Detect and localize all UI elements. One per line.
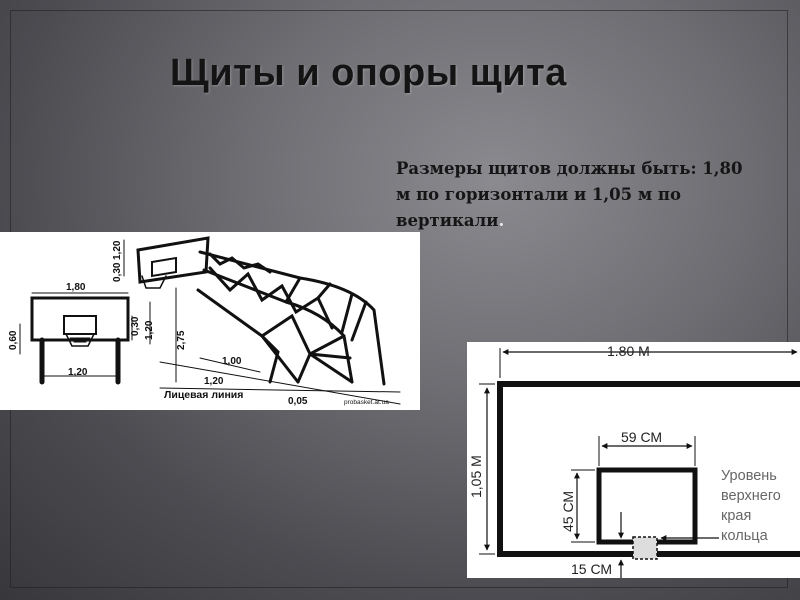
backboard-support-drawing bbox=[0, 232, 420, 410]
body-line-3: вертикали. bbox=[396, 211, 505, 230]
dim-1-00: 1,00 bbox=[222, 356, 242, 367]
annotation-line-1: Уровень bbox=[721, 468, 777, 484]
inner-width-label: 59 СМ bbox=[621, 429, 663, 445]
dim-2-75: 2,75 bbox=[176, 330, 187, 350]
slide-body-text bbox=[372, 156, 762, 234]
dim-0-60: 0,60 bbox=[8, 330, 19, 350]
dim-1-80: 1,80 bbox=[66, 282, 86, 293]
annotation-line-3: края bbox=[721, 508, 752, 524]
dim-0-30-top: 0,30 bbox=[112, 262, 123, 282]
annotation-line-2: верхнего bbox=[721, 488, 781, 504]
dim-1-20-top: 1,20 bbox=[112, 240, 123, 260]
dim-1-20-floor: 1,20 bbox=[204, 376, 224, 387]
front-line-caption: Лицевая линия bbox=[164, 389, 244, 401]
body-line-2: м по горизонтали и 1,05 м по bbox=[396, 185, 682, 204]
width-label: 1.80 М bbox=[607, 343, 650, 359]
dim-1-20-mid: 1,20 bbox=[144, 320, 155, 340]
hoop-marker bbox=[633, 537, 657, 559]
front-target-square bbox=[64, 316, 96, 334]
backboard-dimensions-diagram bbox=[467, 342, 800, 578]
bottom-offset-label: 15 СМ bbox=[571, 561, 613, 577]
dim-0-30-left: 0,30 bbox=[130, 316, 141, 336]
inner-height-label: 45 СМ bbox=[560, 490, 576, 532]
body-line-1: Размеры щитов должны быть: 1,80 bbox=[396, 159, 743, 178]
backboard-support-svg bbox=[0, 232, 420, 410]
slide-title: Щиты и опоры щита bbox=[170, 52, 567, 94]
dim-1-20-bottom: 1,20 bbox=[68, 367, 88, 378]
watermark-text: probasket.at.ua bbox=[344, 399, 389, 406]
height-label: 1,05 М bbox=[468, 455, 484, 498]
backboard-dimensions-svg bbox=[467, 342, 800, 578]
target-rectangle bbox=[599, 470, 695, 542]
annotation-line-4: кольца bbox=[721, 528, 768, 544]
dim-0-05: 0,05 bbox=[288, 396, 308, 407]
side-backboard bbox=[138, 238, 208, 282]
